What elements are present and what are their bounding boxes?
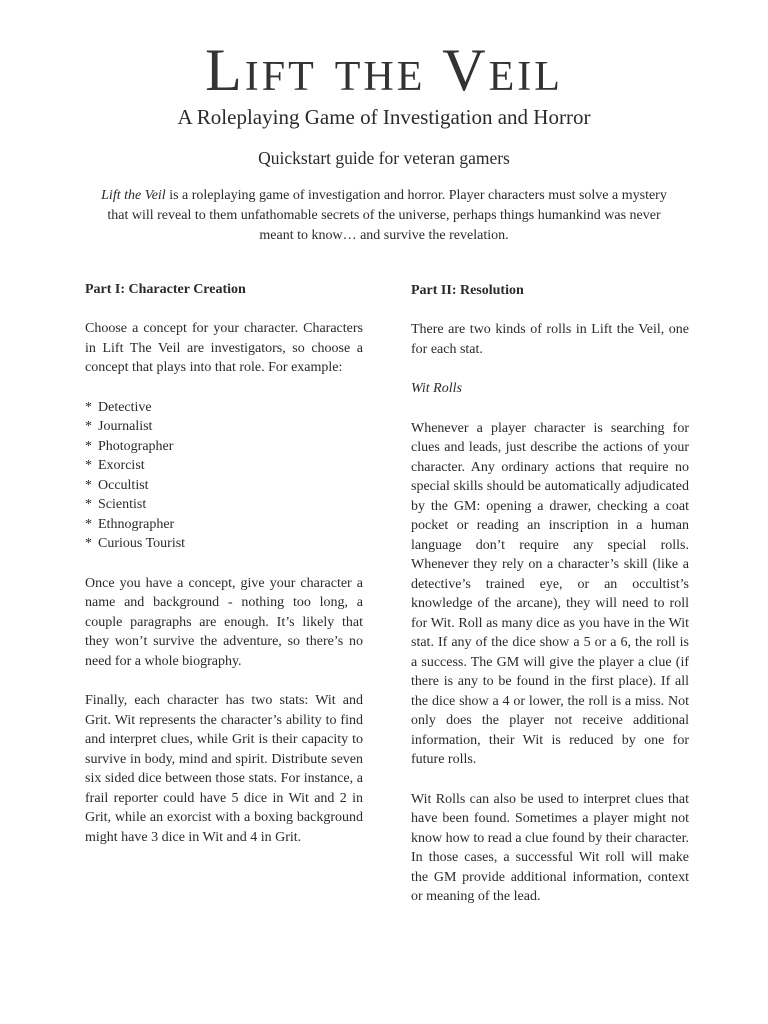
list-item: * Ethnographer bbox=[85, 515, 363, 535]
intro-game-name: Lift the Veil bbox=[101, 188, 166, 203]
bullet-star: * bbox=[85, 399, 92, 415]
bullet-star: * bbox=[85, 458, 92, 473]
part1-heading: Part I: Character Creation bbox=[85, 282, 246, 297]
part2-paragraph-1: There are two kinds of rolls in Lift the Veil, one for each stat. bbox=[411, 322, 689, 357]
list-item: * Detective bbox=[85, 398, 363, 418]
part2-paragraph-2: Whenever a player character is searching for clues and leads, just describe the actions of your character. Any ordinary actions that require no special skills should be automatically adjudicated by the GM: opening a drawer, checking a coat pocket or reading an inscription in a human language don’t require any special rolls. Whenever they rely on a character’s skill (like a detective’s trained eye, or an occultist’s knowledge of the arcane), they will need to roll for Wit. Roll as many dice as you have in the Wit stat. If any of the dice show a 5 or a 6, the roll is a success. The GM will give the player a clue (if there is any to be found in the first place). If all the dice show a 4 or lower, the roll is a miss. Not only does the player not receive additional information, their Wit is reduced by one for future rolls. bbox=[411, 420, 689, 767]
part1-paragraph-1: Choose a concept for your character. Characters in Lift The Veil are investigators, so choose a concept that plays into that role. For example: bbox=[85, 321, 363, 375]
document-title: Lift the Veil bbox=[205, 37, 563, 103]
bullet-star: * bbox=[85, 516, 92, 532]
concept-list bbox=[85, 398, 363, 554]
part2-paragraph-3: Wit Rolls can also be used to interpret clues that have been found. Sometimes a player might not know how to read a clue found by their character. In those cases, a successful Wit roll will make the GM provide additional information, context or meaning of the lead. bbox=[411, 791, 689, 904]
list-item: * Journalist bbox=[85, 417, 363, 437]
bullet-star: * bbox=[85, 438, 92, 454]
bullet-star: * bbox=[85, 477, 92, 493]
wit-rolls-subheading: Wit Rolls bbox=[411, 381, 462, 396]
intro-paragraph bbox=[90, 186, 678, 246]
part2-heading: Part II: Resolution bbox=[411, 283, 524, 298]
intro-text: is a roleplaying game of investigation and horror. Player characters must solve a mystery that will reveal to them unfathomable secrets of the universe, perhaps things humankind was never meant to know… and survive the revelation. bbox=[107, 188, 667, 243]
list-item: * Exorcist bbox=[85, 456, 363, 476]
guide-heading: Quickstart guide for veteran gamers bbox=[258, 148, 510, 168]
bullet-star: * bbox=[85, 536, 92, 551]
document-subtitle: A Roleplaying Game of Investigation and Horror bbox=[177, 105, 591, 129]
list-item: * Photographer bbox=[85, 437, 363, 457]
list-item: * Curious Tourist bbox=[85, 534, 363, 554]
part1-column bbox=[85, 280, 363, 867]
list-item: * Occultist bbox=[85, 476, 363, 496]
part1-paragraph-3: Finally, each character has two stats: Wit and Grit. Wit represents the character’s ability to find and interpret clues, while Grit is their capacity to survive in body, mind and spirit. Distribute seven six sided dice between those stats. For instance, a frail reporter could have 5 dice in Wit and 2 in Grit, while an exorcist with a boxing background might have 3 dice in Wit and 4 in Grit. bbox=[85, 693, 363, 845]
part2-column bbox=[411, 280, 689, 927]
list-item: * Scientist bbox=[85, 495, 363, 515]
bullet-star: * bbox=[85, 497, 92, 512]
bullet-star: * bbox=[85, 419, 92, 434]
part1-paragraph-2: Once you have a concept, give your character a name and background - nothing too long, a couple paragraphs are enough. It’s likely that they won’t survive the adventure, so there’s no need for a whole biography. bbox=[85, 575, 363, 669]
